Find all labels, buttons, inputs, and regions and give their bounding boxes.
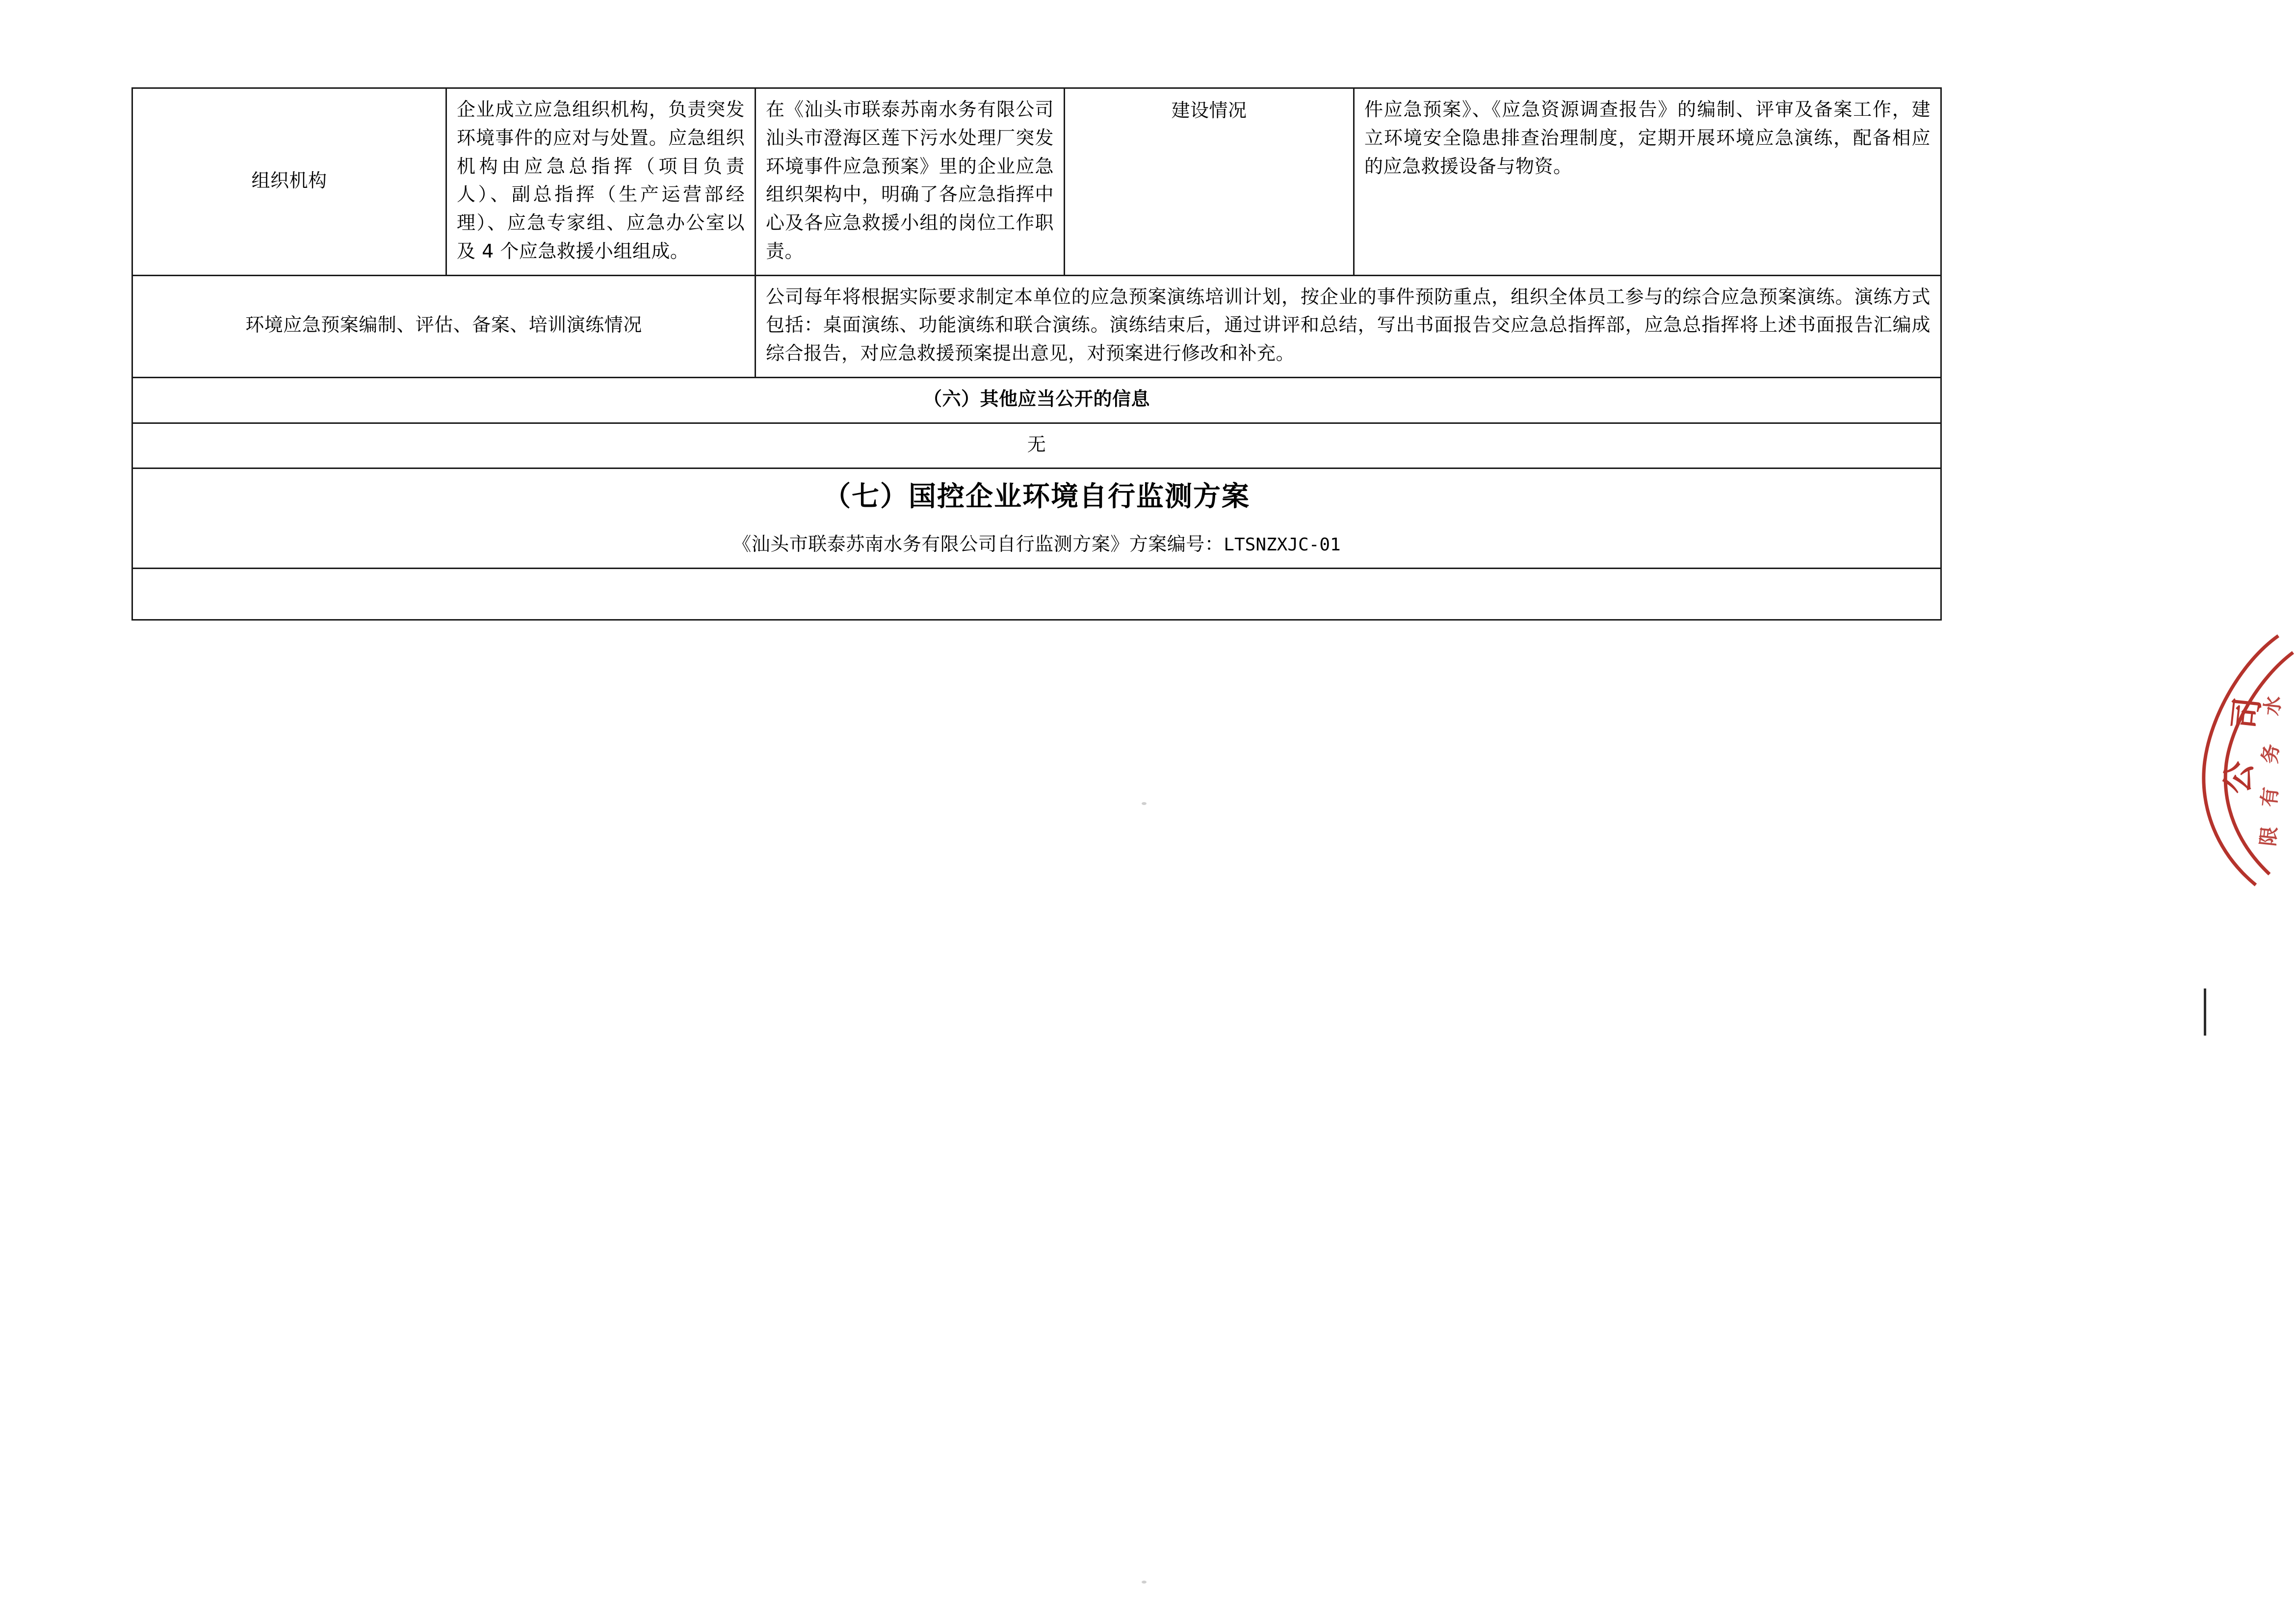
emergency-plan-label: 环境应急预案编制、评估、备案、培训演练情况	[132, 275, 756, 377]
org-structure-label: 组织机构	[132, 88, 446, 276]
svg-text:限: 限	[2257, 825, 2282, 848]
section-seven-subtitle-text: 《汕头市联泰苏南水务有限公司自行监测方案》方案编号：	[732, 533, 1224, 555]
table-row	[132, 569, 1941, 620]
scan-artifact-dot	[1142, 1581, 1147, 1584]
section-seven-subtitle	[143, 530, 1931, 559]
table-tail-row	[132, 569, 1941, 620]
table-row	[132, 377, 1941, 423]
emergency-plan-description: 公司每年将根据实际要求制定本单位的应急预案演练培训计划，按企业的事件预防重点，组织全体员工参与的综合应急预案演练。演练方式包括：桌面演练、功能演练和联合演练。演练结束后，通过讲评和总结，写出书面报告交应急总指挥部，应急总指挥将上述书面报告汇编成综合报告，对应急救援预案提出意见，对预案进行修改和补充。	[756, 275, 1941, 377]
construction-status-label: 建设情况	[1065, 88, 1354, 276]
svg-text:公: 公	[2218, 759, 2259, 796]
org-structure-detail: 在《汕头市联泰苏南水务有限公司汕头市澄海区莲下污水处理厂突发环境事件应急预案》里的企业应急组织架构中，明确了各应急指挥中心及各应急救援小组的岗位工作职责。	[756, 88, 1065, 276]
section-six-content: 无	[132, 423, 1941, 468]
section-seven-cell	[132, 468, 1941, 569]
table-row	[132, 468, 1941, 569]
construction-status-description: 件应急预案》、《应急资源调查报告》的编制、评审及备案工作，建立环境安全隐患排查治理制度，定期开展环境应急演练，配备相应的应急救援设备与物资。	[1354, 88, 1941, 276]
svg-text:水: 水	[2261, 695, 2286, 717]
scan-artifact-dot	[1142, 802, 1147, 805]
svg-text:司: 司	[2226, 695, 2267, 732]
section-seven-title: （七）国控企业环境自行监测方案	[823, 481, 1250, 513]
section-six-title: （六）其他应当公开的信息	[132, 377, 1941, 423]
org-structure-description: 企业成立应急组织机构，负责突发环境事件的应对与处置。应急组织机构由应急总指挥（项目负责人）、副总指挥（生产运营部经理）、应急专家组、应急办公室以及 4 个应急救援小组组成。	[446, 88, 756, 276]
table-row	[132, 275, 1941, 377]
disclosure-table	[131, 87, 1942, 621]
self-monitoring-plan-code: LTSNZXJC-01	[1224, 535, 1341, 555]
table-row	[132, 88, 1941, 276]
svg-text:务: 务	[2259, 743, 2284, 765]
page-edge-mark	[2204, 988, 2206, 1036]
svg-text:有: 有	[2258, 786, 2283, 808]
table-row	[132, 423, 1941, 468]
company-seal	[2182, 633, 2295, 888]
